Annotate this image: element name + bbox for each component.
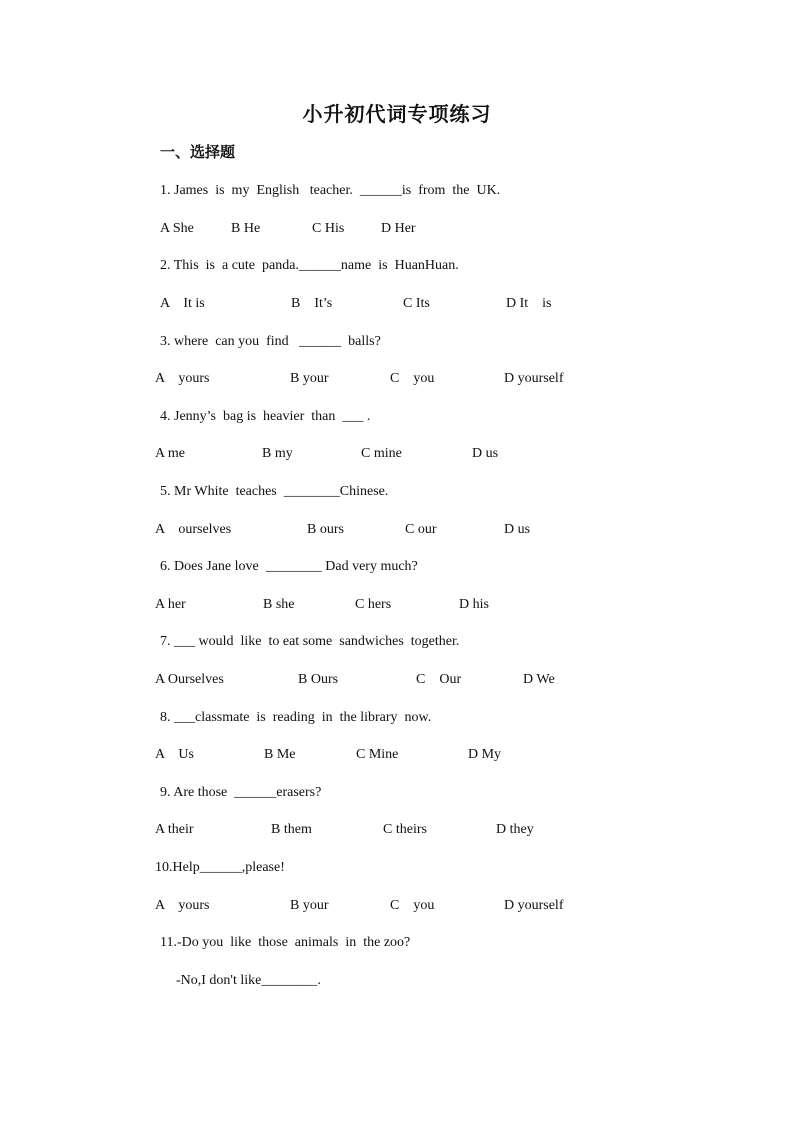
question-stem: 10.Help______,please! [155,860,285,875]
question-stem: 7. ___ would like to eat some sandwiches together. [160,634,460,649]
option-c[interactable]: C our [405,522,437,537]
option-a[interactable]: A their [155,822,194,837]
question-stem: 1. James is my English teacher. ______is from the UK. [160,183,501,198]
option-b[interactable]: B It’s [291,296,333,311]
option-d[interactable]: D us [472,446,499,461]
option-d[interactable]: D My [468,747,502,762]
option-a[interactable]: A Us [155,747,194,762]
option-a[interactable]: A me [155,446,185,461]
option-a[interactable]: A yours [155,371,210,386]
option-c[interactable]: C Mine [356,747,399,762]
option-a[interactable]: A yours [155,898,210,913]
option-c[interactable]: C you [390,898,435,913]
option-b[interactable]: B ours [307,522,344,537]
option-d[interactable]: D his [459,597,489,612]
option-d[interactable]: D they [496,822,534,837]
option-c[interactable]: C hers [355,597,392,612]
option-d[interactable]: D yourself [504,371,564,386]
option-b[interactable]: B my [262,446,293,461]
question-stem: 8. ___classmate is reading in the library now. [160,710,432,725]
option-d[interactable]: D us [504,522,531,537]
page-title: 小升初代词专项练习 [302,102,492,126]
option-b[interactable]: B Me [264,747,296,762]
section-heading: 一、选择题 [160,143,236,161]
option-a[interactable]: A She [160,221,194,236]
option-b[interactable]: B them [271,822,312,837]
option-c[interactable]: C His [312,221,345,236]
option-b[interactable]: B He [231,221,261,236]
option-a[interactable]: A Ourselves [155,672,224,687]
question-stem: 11.-Do you like those animals in the zoo? [160,935,411,950]
option-a[interactable]: A ourselves [155,522,232,537]
option-b[interactable]: B your [290,371,329,386]
option-d[interactable]: D Her [381,221,416,236]
option-b[interactable]: B she [263,597,295,612]
option-b[interactable]: B your [290,898,329,913]
question-stem-continued: -No,I don't like________. [176,973,321,988]
question-stem: 6. Does Jane love ________ Dad very much? [160,559,418,574]
option-b[interactable]: B Ours [298,672,339,687]
option-d[interactable]: D It is [506,296,552,311]
option-a[interactable]: A her [155,597,186,612]
option-c[interactable]: C Its [403,296,430,311]
question-stem: 3. where can you find ______ balls? [160,334,381,349]
option-a[interactable]: A It is [160,296,205,311]
question-stem: 2. This is a cute panda.______name is HuanHuan. [160,258,459,273]
option-c[interactable]: C you [390,371,435,386]
question-stem: 9. Are those ______erasers? [160,785,322,800]
option-c[interactable]: C theirs [383,822,427,837]
question-stem: 4. Jenny’s bag is heavier than ___ . [160,409,371,424]
option-d[interactable]: D We [523,672,555,687]
option-d[interactable]: D yourself [504,898,564,913]
question-stem: 5. Mr White teaches ________Chinese. [160,484,389,499]
option-c[interactable]: C Our [416,672,462,687]
option-c[interactable]: C mine [361,446,402,461]
